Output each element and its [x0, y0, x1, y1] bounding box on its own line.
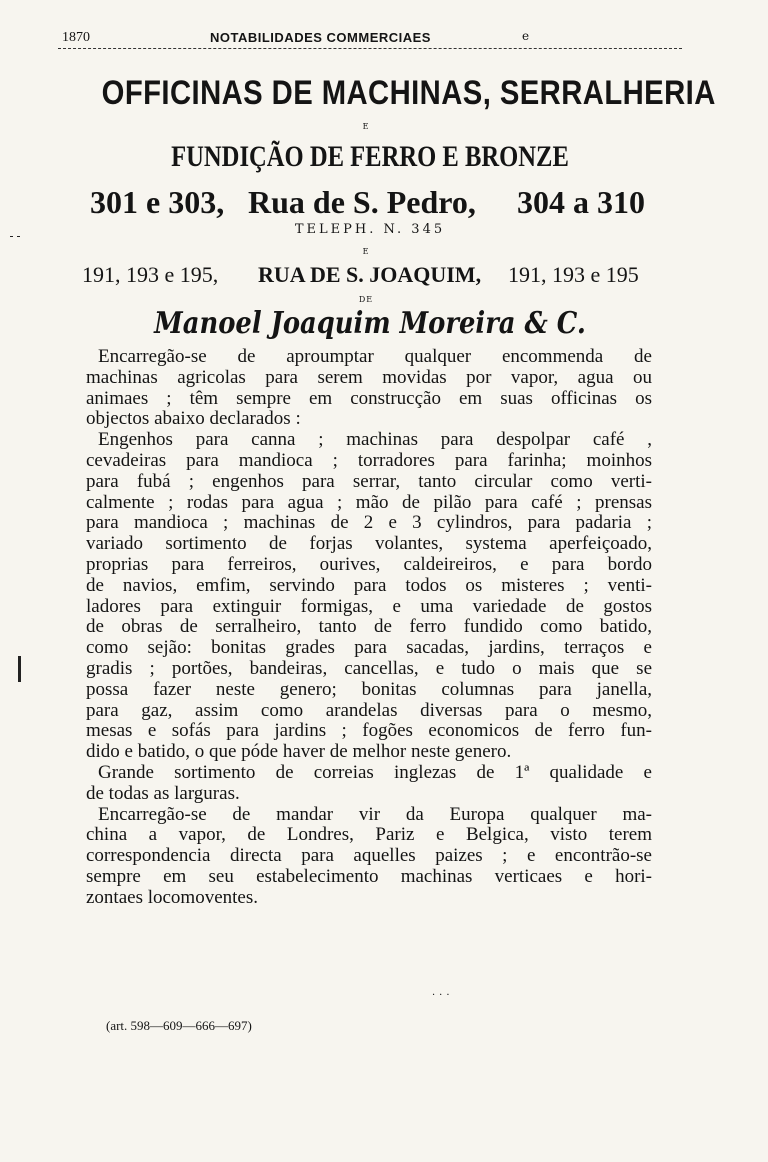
page-number: 1870 — [62, 30, 90, 45]
body-line: objectos abaixo declarados : — [86, 408, 301, 430]
body-line: Encarregão-se de mandar vir da Europa qualquer ma- — [98, 803, 652, 825]
body-line: sempre em seu estabelecimento machinas verticaes e hori- — [86, 865, 652, 887]
phone-number: TELEPH. N. 345 — [294, 222, 446, 237]
body-line: como sejão: bonitas grades para sacadas, jardins, terraços e — [86, 637, 652, 659]
body-line: calmente ; rodas para agua ; mão de pilão para café ; prensas — [86, 491, 652, 513]
margin-tick — [17, 236, 20, 237]
preposition: DE — [358, 295, 374, 304]
margin-tick — [10, 236, 13, 237]
article-reference: (art. 598—609—666—697) — [106, 1018, 252, 1033]
page-title: OFFICINAS DE MACHINAS, SERRALHERIA — [101, 74, 716, 112]
body-line: possa fazer neste genero; bonitas columnas para janella, — [86, 678, 652, 700]
header-rule — [58, 48, 682, 49]
address-1-left-numbers: 301 e 303, — [90, 184, 225, 220]
address-1-street: Rua de S. Pedro, — [248, 184, 476, 220]
body-line: para fubá ; engenhos para serrar, tanto circular como verti- — [86, 470, 652, 492]
conjunction-2: E — [362, 247, 370, 256]
subtitle: FUNDIÇÃO DE FERRO E BRONZE — [171, 140, 569, 173]
address-2-street: RUA DE S. JOAQUIM, — [258, 262, 482, 287]
body-line: animaes ; têm sempre em construcção em suas officinas os — [86, 387, 652, 409]
decorative-dots: ··· — [432, 990, 454, 1001]
advertisement-body — [86, 347, 652, 909]
address-2-right-numbers: 191, 193 e 195 — [508, 262, 639, 287]
body-line: cevadeiras para mandioca ; torradores para farinha; moinhos — [86, 449, 652, 471]
body-line: variado sortimento de forjas volantes, systema aperfeiçoado, — [86, 533, 652, 555]
owner-name: Manoel Joaquim Moreira & C. — [154, 306, 586, 341]
body-line: zontaes locomoventes. — [86, 886, 259, 908]
body-line: de navios, emfim, servindo para todos os misteres ; venti- — [86, 574, 652, 596]
body-line: dido e batido, o que póde haver de melhor neste genero. — [86, 741, 512, 763]
address-1-right-numbers: 304 a 310 — [517, 184, 645, 220]
body-line: machinas agricolas para serem movidas por vapor, agua ou — [86, 366, 652, 388]
body-line: Grande sortimento de correias inglezas de 1ª qualidade e — [98, 761, 652, 783]
body-line: de todas as larguras. — [86, 782, 240, 804]
body-line: correspondencia directa para aquelles paizes ; e encontrão-se — [86, 845, 652, 867]
running-head — [62, 26, 662, 50]
body-line: para gaz, assim como arandelas diversas para o mesmo, — [86, 699, 652, 721]
body-line: china a vapor, de Londres, Pariz e Belgica, visto terem — [86, 824, 652, 846]
body-line: Encarregão-se de aproumptar qualquer encommenda de — [98, 346, 652, 367]
body-line: para mandioca ; machinas de 2 e 3 cylindros, para padaria ; — [86, 512, 652, 534]
body-line: de obras de serralheiro, tanto de ferro fundido como batido, — [86, 616, 652, 638]
running-mark: e — [522, 29, 530, 43]
margin-bar-mark — [18, 656, 21, 682]
body-line: proprias para ferreiros, ourives, caldeireiros, e para bordo — [86, 553, 652, 575]
body-line: gradis ; portões, bandeiras, cancellas, e tudo o mais que se — [86, 657, 652, 679]
running-title: NOTABILIDADES COMMERCIAES — [210, 30, 431, 45]
body-line: ladores para extinguir formigas, e uma variedade de gostos — [86, 595, 652, 617]
body-line: mesas e sofás para jardins ; fogões economicos de ferro fun- — [86, 720, 652, 742]
body-line: Engenhos para canna ; machinas para despolpar café , — [98, 429, 652, 451]
address-2-left-numbers: 191, 193 e 195, — [82, 262, 219, 287]
conjunction-1: E — [362, 122, 370, 131]
